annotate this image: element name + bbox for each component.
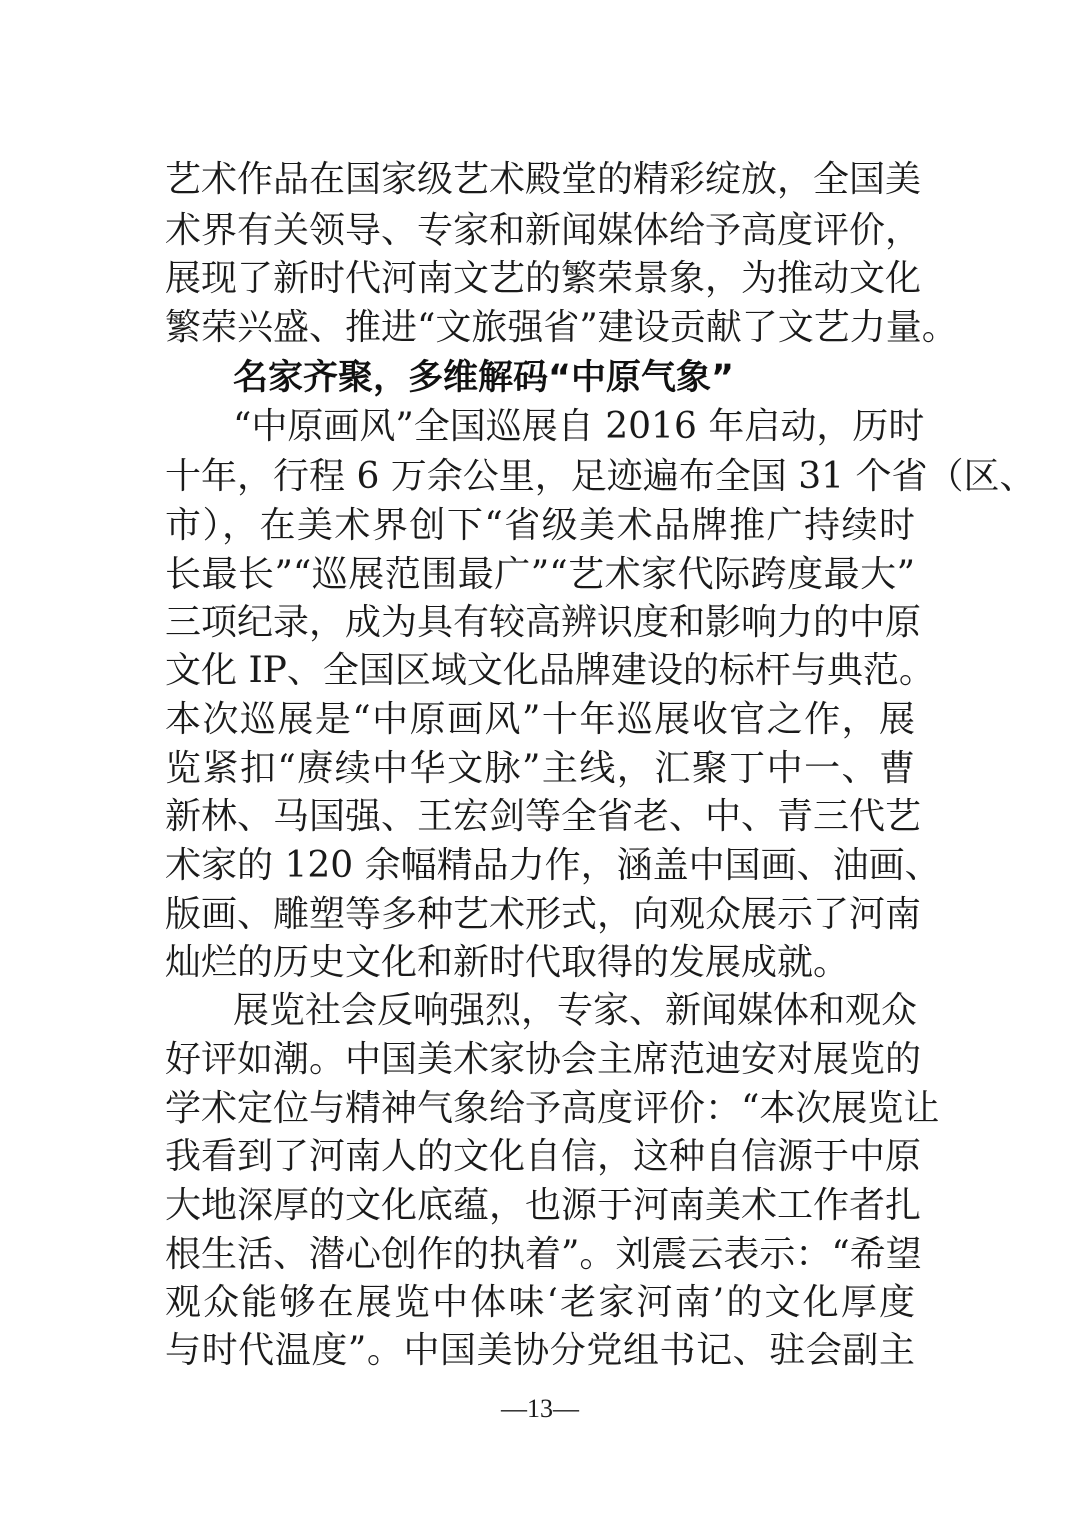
body-text-line: 好评如潮。中国美术家协会主席范迪安对展览的 bbox=[165, 1039, 922, 1080]
body-text-line: 繁荣兴盛、推进“文旅强省”建设贡献了文艺力量。 bbox=[165, 307, 958, 348]
page-number: —13— bbox=[501, 1394, 579, 1423]
body-text-line: 览紧扣“赓续中华文脉”主线，汇聚丁中一、曹 bbox=[165, 748, 915, 789]
body-text-line: 根生活、潜心创作的执着”。刘震云表示：“希望 bbox=[165, 1234, 922, 1275]
body-text-line: 新林、马国强、王宏剑等全省老、中、青三代艺 bbox=[165, 796, 922, 837]
body-text-line: 与时代温度”。中国美协分党组书记、驻会副主 bbox=[165, 1330, 915, 1371]
body-text-line: 长最长”“巡展范围最广”“艺术家代际跨度最大” bbox=[165, 554, 915, 595]
body-text-line: 十年，行程 6 万余公里，足迹遍布全国 31 个省（区、 bbox=[165, 456, 1036, 497]
body-text-line: 本次巡展是“中原画风”十年巡展收官之作，展 bbox=[165, 699, 915, 740]
body-text-line: 市），在美术界创下“省级美术品牌推广持续时 bbox=[165, 505, 915, 546]
body-text-line: 学术定位与精神气象给予高度评价：“本次展览让 bbox=[165, 1088, 940, 1129]
body-text-line: 大地深厚的文化底蕴，也源于河南美术工作者扎 bbox=[165, 1185, 922, 1226]
body-text-line: 我看到了河南人的文化自信，这种自信源于中原 bbox=[165, 1136, 922, 1177]
body-text-line: “中原画风”全国巡展自 2016 年启动，历时 bbox=[233, 406, 925, 447]
body-text-line: 观众能够在展览中体味‘老家河南’的文化厚度 bbox=[165, 1282, 915, 1323]
body-text-line: 艺术作品在国家级艺术殿堂的精彩绽放，全国美 bbox=[165, 159, 922, 200]
body-text-line: 术家的 120 余幅精品力作，涵盖中国画、油画、 bbox=[165, 845, 941, 886]
body-text-line: 文化 IP、全国区域文化品牌建设的标杆与典范。 bbox=[165, 650, 935, 691]
section-heading: 名家齐聚，多维解码“中原气象” bbox=[233, 358, 735, 398]
body-text-line: 展现了新时代河南文艺的繁荣景象，为推动文化 bbox=[165, 258, 922, 299]
body-text-line: 灿烂的历史文化和新时代取得的发展成就。 bbox=[165, 942, 850, 983]
body-text-line: 版画、雕塑等多种艺术形式，向观众展示了河南 bbox=[165, 894, 922, 935]
body-text-line: 三项纪录，成为具有较高辨识度和影响力的中原 bbox=[165, 602, 922, 643]
body-text-line: 展览社会反响强烈，专家、新闻媒体和观众 bbox=[233, 990, 918, 1031]
body-text-line: 术界有关领导、专家和新闻媒体给予高度评价， bbox=[165, 210, 922, 251]
